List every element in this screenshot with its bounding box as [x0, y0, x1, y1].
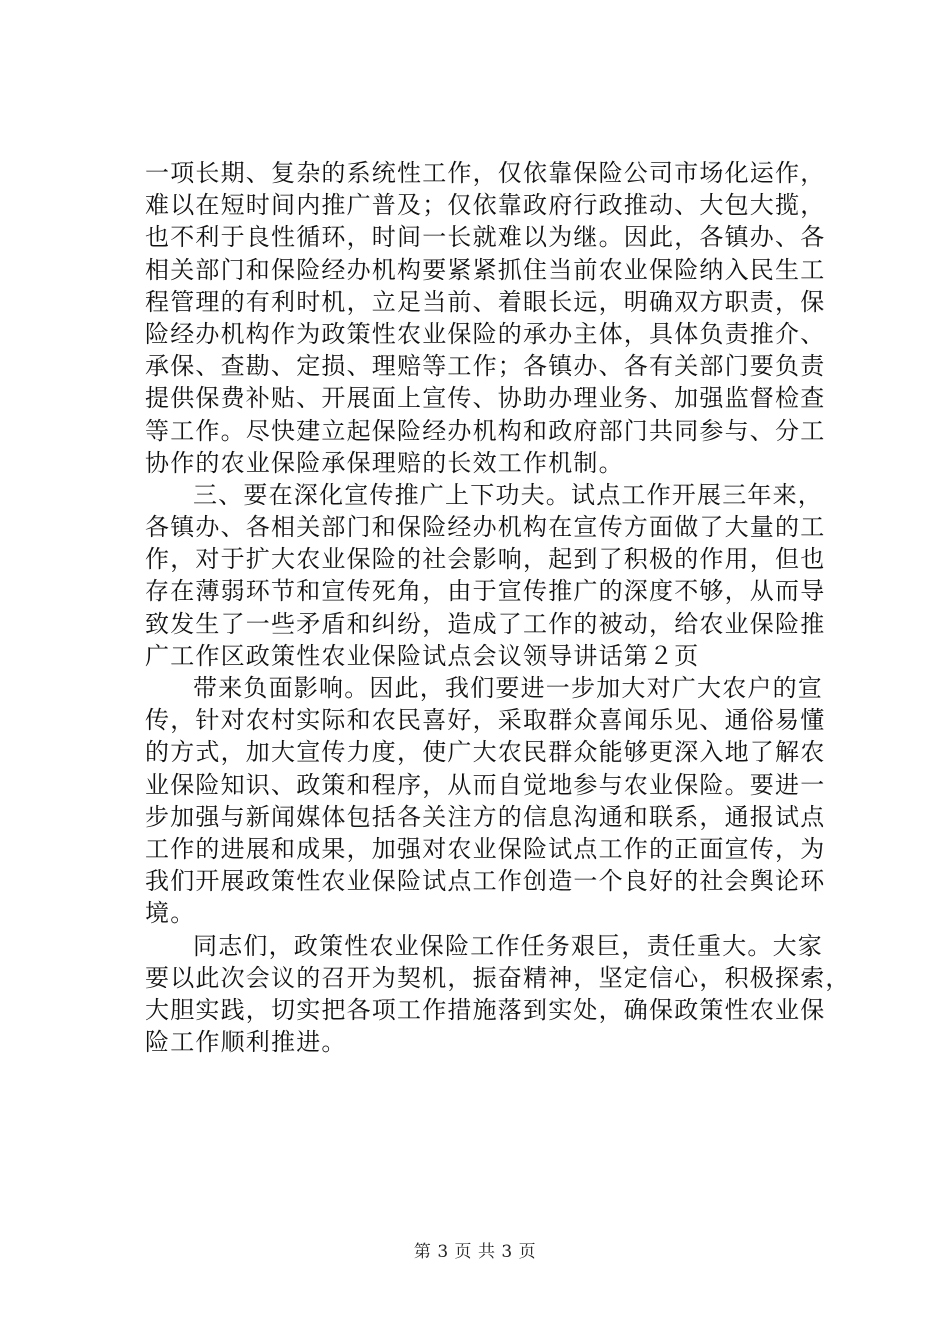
- text-line: 境。: [145, 899, 196, 928]
- text-line: 的方式，加大宣传力度，使广大农民群众能够更深入地了解农: [145, 738, 826, 767]
- text-line: 程管理的有利时机，立足当前、着眼长远，明确双方职责，保: [145, 287, 826, 316]
- text-line: 致发生了一些矛盾和纠纷，造成了工作的被动，给农业保险推: [145, 609, 826, 638]
- text-line: 协作的农业保险承保理赔的长效工作机制。: [145, 448, 624, 477]
- text-line: 广工作区政策性农业保险试点会议领导讲话第２页: [145, 641, 700, 670]
- body-text: [145, 157, 851, 1058]
- text-line: 也不利于良性循环，时间一长就难以为继。因此，各镇办、各: [145, 223, 826, 252]
- paragraph-start-line: 三、要在深化宣传推广上下功夫。试点工作开展三年来，: [193, 480, 823, 509]
- page-number-footer: 第 3 页 共 3 页: [413, 1242, 537, 1262]
- text-line: 我们开展政策性农业保险试点工作创造一个良好的社会舆论环: [145, 867, 826, 896]
- text-line: 险工作顺利推进。: [145, 1028, 347, 1057]
- text-line: 要以此次会议的召开为契机，振奋精神，坚定信心，积极探索，: [145, 963, 851, 992]
- text-line: 传，针对农村实际和农民喜好，采取群众喜闻乐见、通俗易懂: [145, 706, 826, 735]
- text-line: 等工作。尽快建立起保险经办机构和政府部门共同参与、分工: [145, 416, 826, 445]
- text-line: 承保、查勘、定损、理赔等工作；各镇办、各有关部门要负责: [145, 352, 826, 381]
- text-line: 相关部门和保险经办机构要紧紧抓住当前农业保险纳入民生工: [145, 255, 826, 284]
- text-line: 难以在短时间内推广普及；仅依靠政府行政推动、大包大揽，: [145, 191, 826, 220]
- text-line: 各镇办、各相关部门和保险经办机构在宣传方面做了大量的工: [145, 513, 826, 542]
- text-line: 业保险知识、政策和程序，从而自觉地参与农业保险。要进一: [145, 770, 826, 799]
- text-line: 作，对于扩大农业保险的社会影响，起到了积极的作用，但也: [145, 545, 826, 574]
- text-line: 步加强与新闻媒体包括各关注方的信息沟通和联系，通报试点: [145, 802, 826, 831]
- paragraph-start-line: 同志们，政策性农业保险工作任务艰巨，责任重大。大家: [193, 931, 823, 960]
- text-line: 一项长期、复杂的系统性工作，仅依靠保险公司市场化运作，: [145, 159, 826, 187]
- text-line: 提供保费补贴、开展面上宣传、协助办理业务、加强监督检查: [145, 384, 826, 413]
- paragraph-start-line: 带来负面影响。因此，我们要进一步加大对广大农户的宣: [193, 674, 823, 702]
- text-line: 工作的进展和成果，加强对农业保险试点工作的正面宣传，为: [145, 834, 826, 863]
- text-line: 险经办机构作为政策性农业保险的承办主体，具体负责推介、: [145, 319, 826, 348]
- text-line: 大胆实践，切实把各项工作措施落到实处，确保政策性农业保: [145, 995, 826, 1024]
- text-line: 存在薄弱环节和宣传死角，由于宣传推广的深度不够，从而导: [145, 577, 826, 606]
